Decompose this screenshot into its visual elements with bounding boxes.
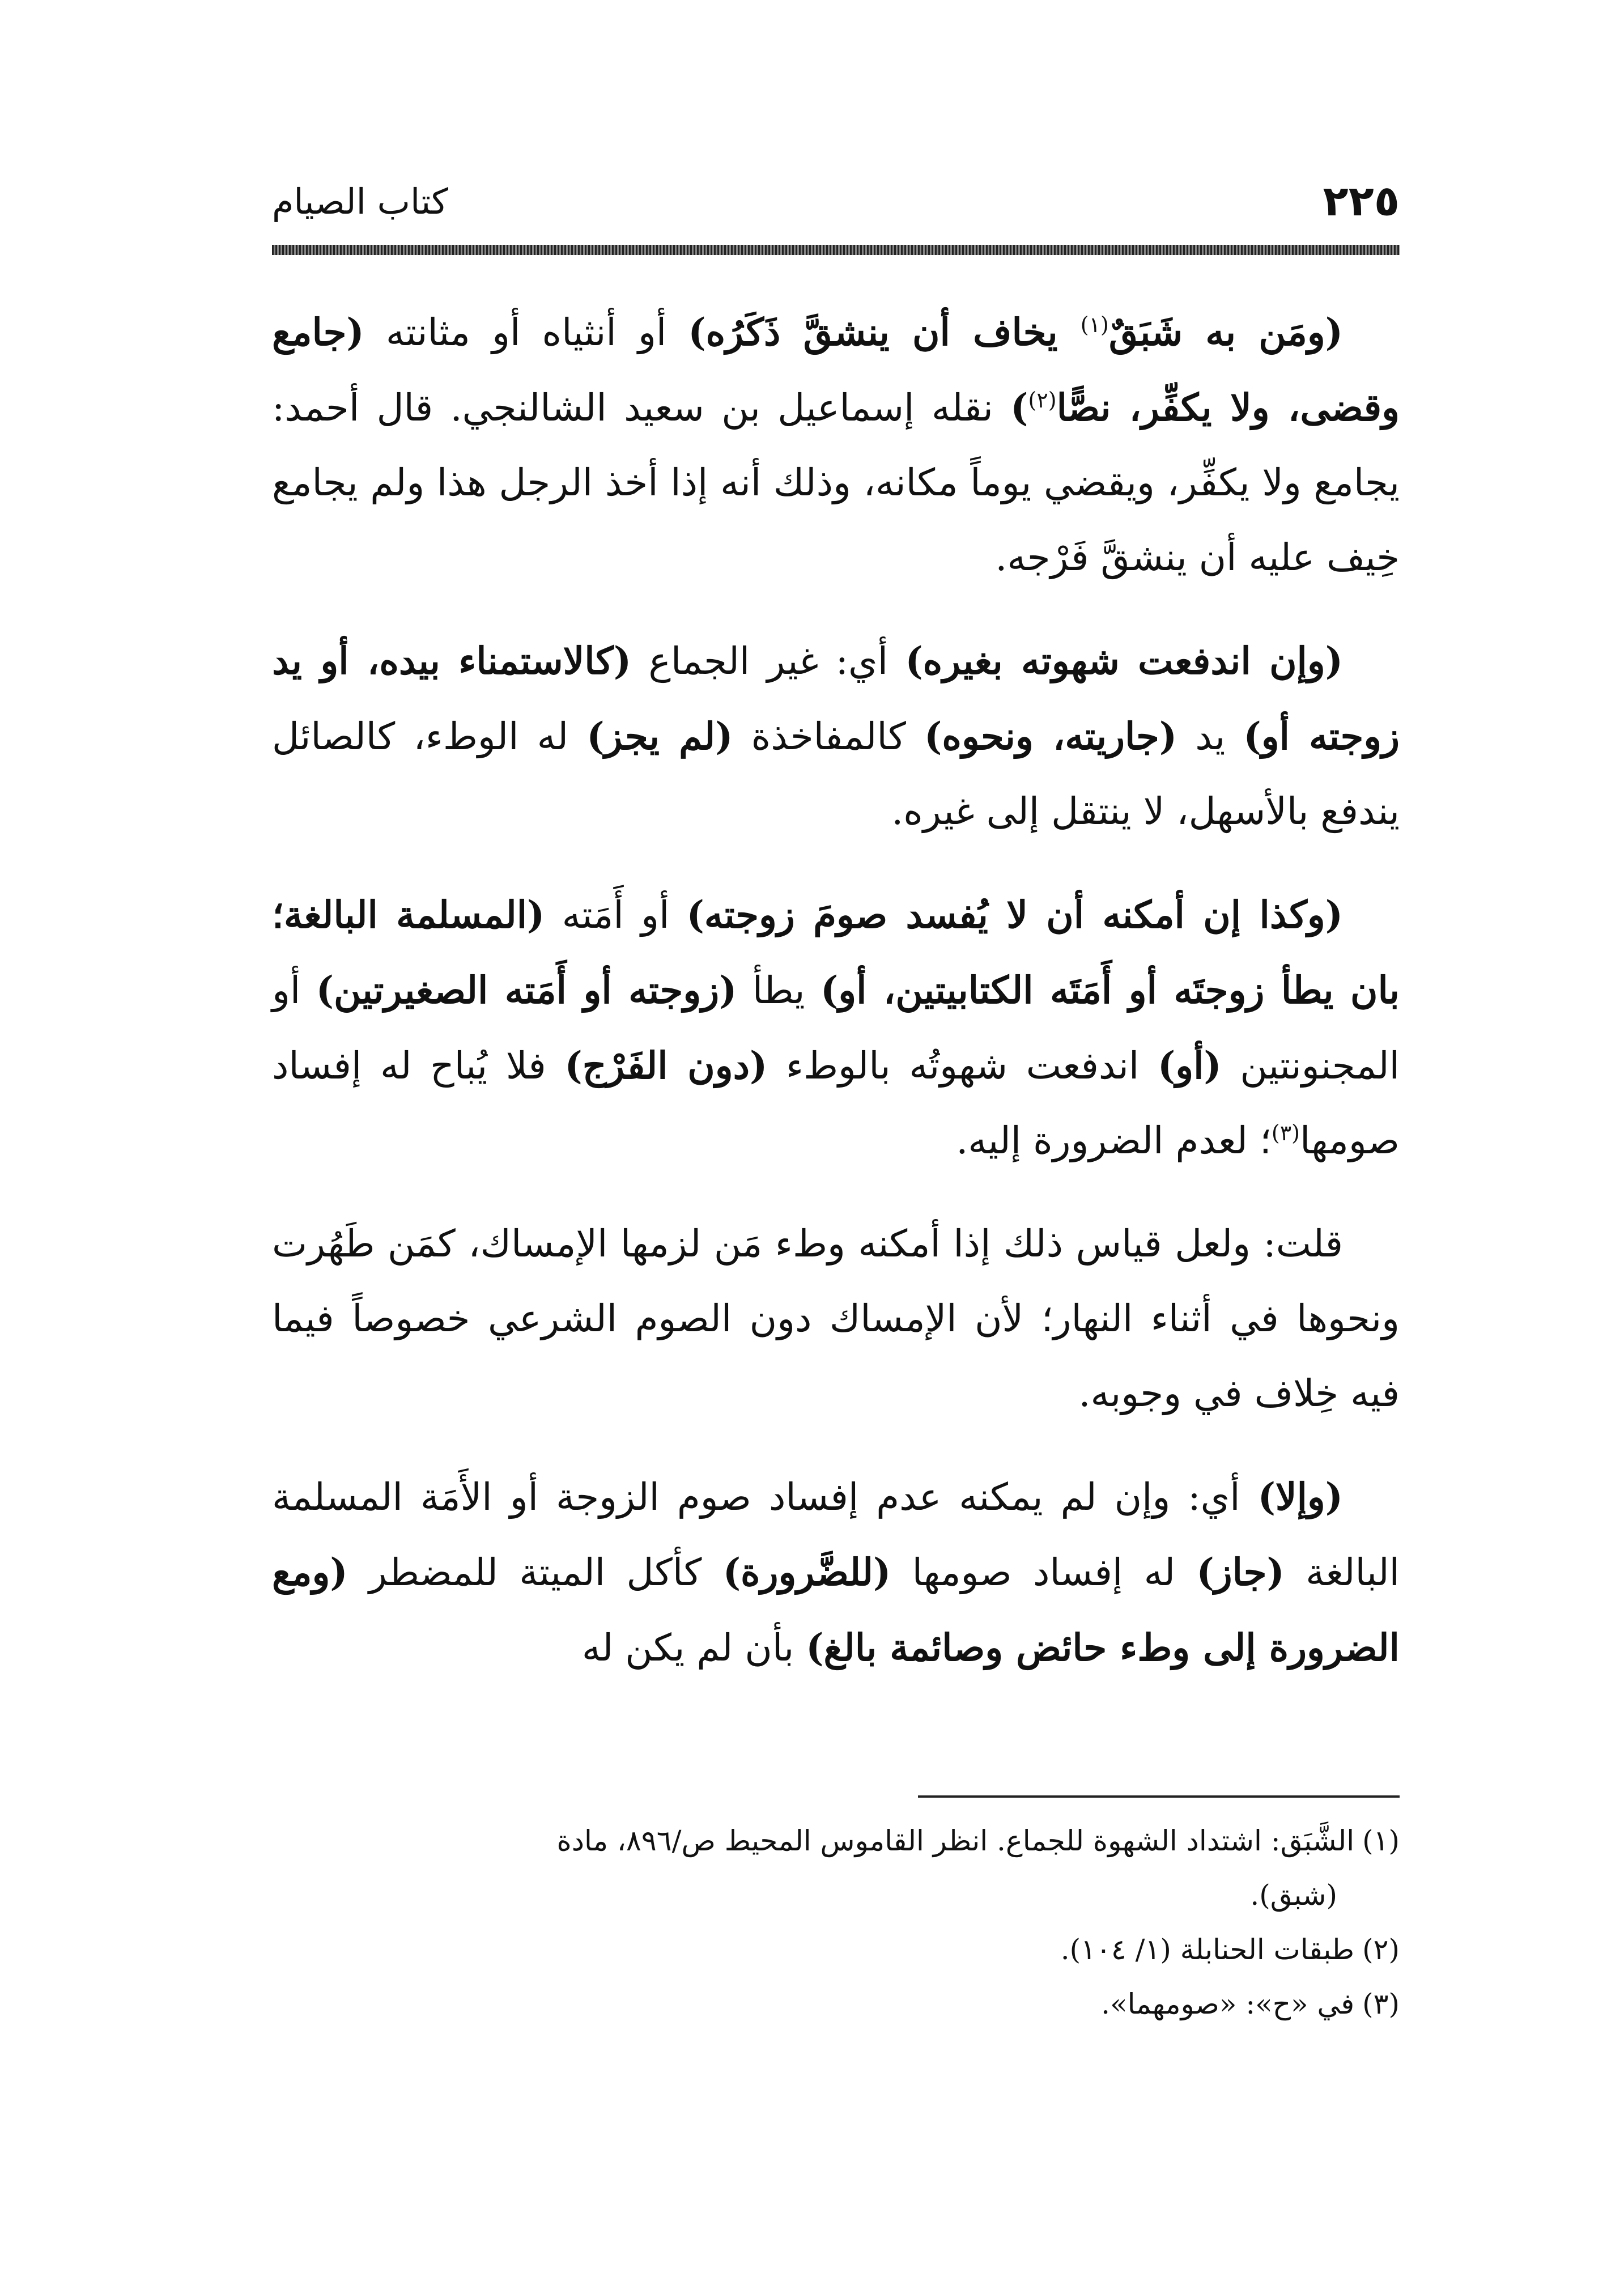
footnote-1 (272, 1814, 1400, 1868)
matn-text: (المسلمة البالغة؛ بان يطأ زوجتَه أو أَمَتَه الكتابيتين، أو) (272, 893, 1400, 1012)
paragraph-3 (272, 877, 1400, 1178)
commentary-text: له الوطء، كالصائل يندفع بالأسهل، لا ينتقل إلى غيره. (272, 715, 1400, 833)
matn-text: (للضَّرورة) (722, 1550, 891, 1594)
commentary-text: كالمفاخذة (733, 715, 925, 758)
commentary-text: فلا يُباح له إفساد صومها (272, 1044, 1400, 1162)
commentary-text: أو أنثياه أو مثانته (364, 311, 688, 354)
commentary-text: أو أَمَته (545, 893, 687, 937)
matn-text: يخاف أن ينشقَّ ذَكَرُه) (688, 310, 1081, 354)
page-number: ٢٢٥ (1323, 177, 1400, 226)
footnote-number: (٢) (1362, 1933, 1400, 1966)
matn-text: (زوجته أو أَمَته الصغيرتين) (316, 968, 737, 1012)
matn-text: (لم يجز) (586, 714, 733, 758)
footnote-text: في «ح»: «صومهما». (1101, 1988, 1355, 2020)
paragraph-1 (272, 295, 1400, 595)
matn-text: (جامع وقضى، ولا يكفِّر، نصًّا (272, 310, 1400, 430)
matn-text: (أو) (1157, 1043, 1222, 1088)
footnote-ref-2[interactable]: (٢) (1028, 388, 1057, 413)
paragraph-4 (272, 1207, 1400, 1431)
matn-text: (دون الفَرْج) (564, 1043, 768, 1088)
page-header (272, 170, 1400, 244)
footnote-separator (918, 1795, 1400, 1798)
footnote-text: (شبق). (1250, 1879, 1337, 1912)
matn-text: (جاز) (1196, 1550, 1285, 1594)
commentary-text: يطأ (737, 969, 821, 1012)
footnote-ref-1[interactable]: (١) (1080, 312, 1109, 337)
footnotes (272, 1814, 1400, 2031)
paragraph-5 (272, 1459, 1400, 1685)
commentary-text: ؛ لعدم الضرورة إليه. (956, 1119, 1272, 1162)
header-rule (272, 245, 1400, 255)
running-head: كتاب الصيام (272, 181, 449, 222)
commentary-text: اندفعت شهوتُه بالوطء (767, 1044, 1158, 1088)
commentary-text: بأن لم يكن له (581, 1626, 806, 1670)
matn-text: (كالاستمناء بيده، أو يد زوجته أو) (272, 639, 1400, 758)
matn-text: (وكذا إن أمكنه أن لا يُفسد صومَ زوجته) (686, 893, 1343, 937)
commentary-text: نقله إسماعيل بن سعيد الشالنجي. قال أحمد: يجامع ولا يكفِّر، ويقضي يوماً مكانه، وذلك أنه إذا أخذ الرجل هذا ولم يجامع خِيف عليه أن ينشقَّ فَرْجه. (272, 386, 1400, 579)
footnote-2 (272, 1922, 1400, 1977)
footnote-ref-3[interactable]: (٣) (1271, 1120, 1300, 1145)
commentary-text: أي: غير الجماع (631, 639, 905, 683)
footnote-text: طبقات الحنابلة (١/ ١٠٤). (1060, 1933, 1355, 1966)
main-text (272, 295, 1400, 1714)
footnote-number: (١) (1362, 1824, 1400, 1857)
matn-text: (ومع الضرورة إلى وطء حائض وصائمة بالغ) (272, 1550, 1400, 1670)
commentary-text: أي: وإن لم يمكنه عدم إفساد صوم الزوجة أو الأَمَة المسلمة البالغة (272, 1475, 1400, 1594)
matn-text: (وإن اندفعت شهوته بغيره) (905, 639, 1343, 683)
commentary-text: يد (1177, 715, 1244, 758)
footnote-text: الشَّبَق: اشتداد الشهوة للجماع. انظر القاموس المحيط ص/٨٩٦، مادة (556, 1824, 1355, 1857)
commentary-text: له إفساد صومها (891, 1551, 1197, 1594)
commentary-text: قلت: ولعل قياس ذلك إذا أمكنه وطء مَن لزمها الإمساك، كمَن طَهُرت ونحوها في أثناء النهار؛ لأن الإمساك دون الصوم الشرعي خصوصاً فيما فيه خِلاف في وجوبه. (272, 1222, 1400, 1415)
matn-text: (ومَن به شَبَقٌ (1108, 310, 1343, 354)
matn-text: (وإلا) (1257, 1475, 1344, 1519)
footnote-1-continuation (272, 1868, 1400, 1922)
footnote-3 (272, 1977, 1400, 2031)
commentary-text: أو المجنونتين (272, 969, 1400, 1088)
paragraph-2 (272, 623, 1400, 849)
matn-text: ) (1010, 385, 1028, 430)
commentary-text: كأكل الميتة للمضطر (347, 1551, 723, 1594)
matn-text: (جاريته، ونحوه) (924, 714, 1177, 758)
footnote-number: (٣) (1362, 1988, 1400, 2020)
